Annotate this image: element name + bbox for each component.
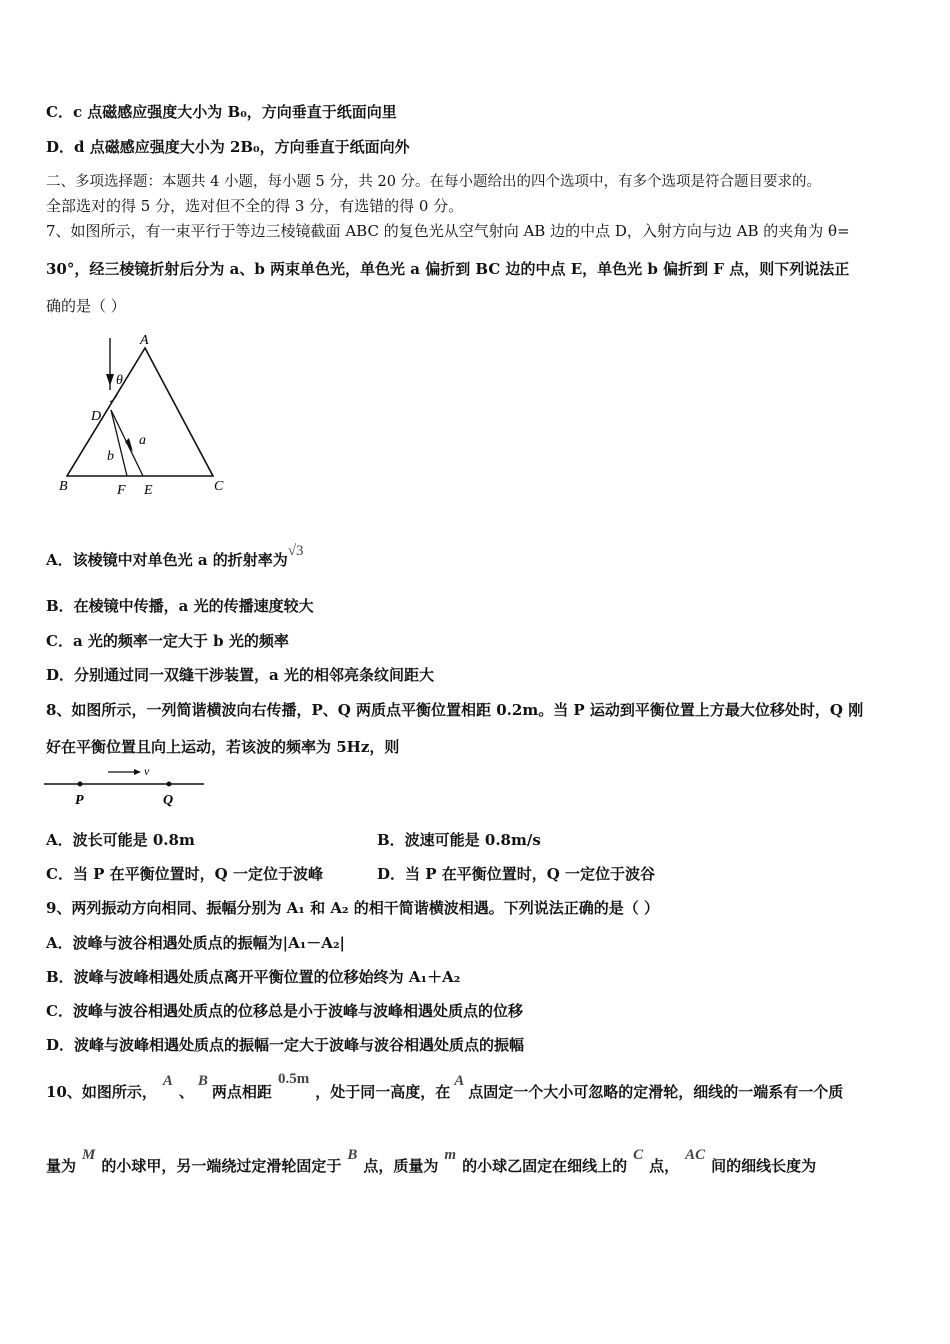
label-C: C	[214, 479, 224, 494]
velocity-arrow-head	[134, 769, 141, 775]
label-D: D	[91, 409, 102, 424]
label-a: a	[139, 433, 146, 448]
section-heading-line2: 全部选对的得 5 分，选对但不全的得 3 分，有选错的得 0 分。	[46, 197, 464, 215]
label-P: P	[75, 793, 84, 807]
q7-option-a	[46, 543, 304, 571]
q10-text-6: 量为	[46, 1157, 77, 1175]
q7-stem-line1: 7、如图所示，有一束平行于等边三棱镜截面 ABC 的复色光从空气射向 AB 边的中点 D，入射方向与边 AB 的夹角为 θ=	[46, 222, 850, 240]
q9-stem: 9、两列振动方向相同、振幅分别为 A₁ 和 A₂ 的相干简谐横波相遇。下列说法正确的是（ ）	[46, 899, 659, 917]
math-M: M	[82, 1147, 96, 1163]
prism-triangle	[67, 348, 213, 476]
q10-text-9: 的小球乙固定在细线上的	[462, 1157, 628, 1175]
incident-arrow	[106, 374, 114, 386]
q10-text-3: 两点相距	[211, 1083, 272, 1101]
label-E: E	[144, 483, 153, 498]
q9-option-b: B．波峰与波峰相遇处质点离开平衡位置的位移始终为 A₁＋A₂	[46, 968, 461, 986]
label-F: F	[117, 483, 126, 498]
q7-option-d: D．分别通过同一双缝干涉装置，a 光的相邻亮条纹间距大	[46, 666, 434, 684]
math-A-2: A	[454, 1073, 465, 1089]
point-P	[78, 782, 83, 787]
math-B: B	[197, 1073, 208, 1089]
q7-stem-line3: 确的是（ ）	[46, 297, 126, 315]
option-d-previous: D．d 点磁感应强度大小为 2B₀，方向垂直于纸面向外	[46, 138, 410, 156]
label-A: A	[140, 333, 149, 348]
q10-stem-line2	[46, 1147, 817, 1177]
q8-option-a: A．波长可能是 0.8m	[46, 831, 195, 849]
q7-option-c: C．a 光的频率一定大于 b 光的频率	[46, 632, 289, 650]
q10-text-4: ，处于同一高度，在	[315, 1083, 451, 1101]
math-distance: 0.5m	[277, 1071, 310, 1087]
q10-text-11: 间的细线长度为	[711, 1157, 817, 1175]
point-Q	[167, 782, 172, 787]
q8-stem-line1: 8、如图所示，一列简谐横波向右传播，P、Q 两质点平衡位置相距 0.2m。当 P 运动到平衡位置上方最大位移处时，Q 刚	[46, 701, 864, 719]
q10-stem-line1	[46, 1071, 844, 1103]
q10-text-10: 点，	[649, 1157, 680, 1175]
section-heading-line1: 二、多项选择题：本题共 4 小题，每小题 5 分，共 20 分。在每小题给出的四个选项中，有多个选项是符合题目要求的。	[46, 174, 822, 190]
q10-text-2: 、	[178, 1083, 194, 1101]
math-AC: AC	[685, 1147, 706, 1163]
wave-figure	[44, 763, 214, 807]
q7-option-a-text: A．该棱镜中对单色光 a 的折射率为	[46, 551, 288, 569]
q9-option-a: A．波峰与波谷相遇处质点的振幅为|A₁－A₂|	[46, 934, 345, 952]
q10-text-7: 的小球甲，另一端绕过定滑轮固定于	[101, 1157, 342, 1175]
q7-option-b: B．在棱镜中传播，a 光的传播速度较大	[46, 597, 314, 615]
math-m: m	[444, 1147, 457, 1163]
label-Q: Q	[163, 793, 174, 807]
option-c-previous: C．c 点磁感应强度大小为 B₀，方向垂直于纸面向里	[46, 103, 397, 121]
math-B-2: B	[347, 1147, 358, 1163]
q8-option-c: C．当 P 在平衡位置时，Q 一定位于波峰	[46, 865, 323, 883]
math-A: A	[162, 1073, 173, 1089]
q9-option-c: C．波峰与波谷相遇处质点的位移总是小于波峰与波峰相遇处质点的位移	[46, 1002, 523, 1020]
q9-option-d: D．波峰与波峰相遇处质点的振幅一定大于波峰与波谷相遇处质点的振幅	[46, 1036, 525, 1054]
label-B: B	[59, 479, 68, 494]
q10-text-8: 点，质量为	[363, 1157, 439, 1175]
sqrt3-math: √3	[287, 543, 304, 559]
ray-b	[111, 410, 127, 476]
label-b: b	[107, 449, 114, 464]
q8-option-d: D．当 P 在平衡位置时，Q 一定位于波谷	[377, 865, 656, 883]
q10-text-1: 10、如图所示，	[46, 1083, 157, 1101]
label-v: v	[144, 764, 150, 778]
q8-stem-line2: 好在平衡位置且向上运动，若该波的频率为 5Hz，则	[46, 738, 400, 756]
label-theta: θ	[116, 373, 123, 388]
q7-stem-line2: 30°，经三棱镜折射后分为 a、b 两束单色光，单色光 a 偏折到 BC 边的中点 E，单色光 b 偏折到 F 点，则下列说法正	[46, 260, 850, 278]
q8-option-b: B．波速可能是 0.8m/s	[377, 831, 541, 849]
prism-figure	[55, 330, 235, 500]
q10-text-5: 点固定一个大小可忽略的定滑轮，细线的一端系有一个质	[468, 1083, 844, 1101]
math-C: C	[633, 1147, 644, 1163]
